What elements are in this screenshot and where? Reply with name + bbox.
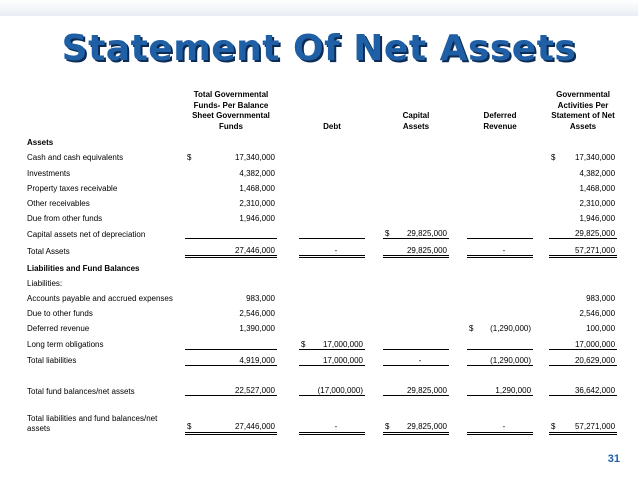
- table-row: [27, 256, 617, 273]
- cell-act: 1,946,000: [579, 214, 616, 224]
- page-number: 31: [607, 453, 620, 465]
- table-row: [27, 380, 617, 396]
- currency-sign: $: [185, 410, 193, 434]
- row-label: Deferred revenue: [27, 324, 90, 334]
- cell-act: 36,642,000: [557, 380, 617, 396]
- cell-debt: (17,000,000): [307, 380, 365, 396]
- cell-act: 1,468,000: [579, 183, 616, 193]
- table-row: [27, 193, 617, 208]
- col-header-activities: Governmental Activities Per Statement of Net Assets: [551, 90, 615, 131]
- cell-gov: 2,546,000: [239, 309, 275, 319]
- cell-debt: 17,000,000: [307, 333, 365, 349]
- cell-act: 17,340,000: [574, 153, 616, 163]
- table-row: [27, 162, 617, 177]
- cell-gov: 1,468,000: [239, 183, 275, 193]
- cell-act: 20,629,000: [557, 349, 617, 365]
- cell-gov: 4,382,000: [239, 168, 275, 178]
- row-label: Cash and cash equivalents: [27, 153, 124, 163]
- currency-sign: $: [551, 153, 556, 163]
- row-label: Accounts payable and accrued expenses: [27, 294, 173, 304]
- table-row: [27, 288, 617, 303]
- cell-cap: 29,825,000: [391, 239, 449, 256]
- table-row: [27, 223, 617, 239]
- liabilities-heading: Liabilities and Fund Balances: [27, 263, 140, 273]
- row-label: Investments: [27, 168, 71, 178]
- cell-gov: 27,446,000: [193, 410, 277, 434]
- cell-cap: 29,825,000: [391, 410, 449, 434]
- cell-act: 2,546,000: [579, 309, 616, 319]
- row-label: Capital assets net of depreciation: [27, 229, 146, 239]
- cell-act: 2,310,000: [579, 198, 616, 208]
- table-row: [27, 333, 617, 349]
- table-row: [27, 147, 617, 162]
- header-row: [27, 86, 617, 132]
- net-assets-table: [27, 86, 616, 435]
- page-title: Statement Of Net Assets: [61, 28, 577, 69]
- currency-sign: $: [549, 410, 557, 434]
- table-row: [27, 273, 617, 288]
- row-label: Total liabilities: [27, 356, 77, 366]
- table-row: [27, 349, 617, 365]
- table-row: [27, 208, 617, 223]
- cell-gov: 22,527,000: [193, 380, 277, 396]
- cell-def: 1,290,000: [475, 380, 533, 396]
- table-row: [27, 410, 617, 434]
- table-row: [27, 239, 617, 256]
- cell-cap: 29,825,000: [391, 380, 449, 396]
- row-label: Total liabilities and fund balances/net assets: [27, 413, 158, 433]
- cell-act: 17,000,000: [557, 333, 617, 349]
- assets-heading: Assets: [27, 138, 54, 148]
- currency-sign: $: [299, 333, 307, 349]
- top-band: [0, 0, 638, 16]
- cell-gov: 2,310,000: [239, 198, 275, 208]
- row-label: Property taxes receivable: [27, 183, 118, 193]
- cell-debt: -: [307, 239, 365, 256]
- cell-act: 29,825,000: [557, 223, 617, 239]
- col-header-total-governmental: Total Governmental Funds- Per Balance Sheet Governmental Funds: [192, 90, 270, 131]
- currency-sign: $: [383, 410, 391, 434]
- row-label: Due from other funds: [27, 214, 103, 224]
- cell-act: 4,382,000: [579, 168, 616, 178]
- cell-act: 57,271,000: [557, 410, 617, 434]
- row-label: Due to other funds: [27, 309, 93, 319]
- cell-def: -: [475, 239, 533, 256]
- currency-sign: $: [383, 223, 391, 239]
- cell-def: (1,290,000): [475, 349, 533, 365]
- cell-act: 983,000: [586, 294, 616, 304]
- row-label: Long term obligations: [27, 340, 104, 350]
- cell-def: (1,290,000): [490, 324, 532, 334]
- cell-gov: 4,919,000: [193, 349, 277, 365]
- liabilities-subheading: Liabilities:: [27, 278, 63, 288]
- cell-cap: -: [391, 349, 449, 365]
- row-label: Other receivables: [27, 198, 90, 208]
- table-row: [27, 318, 617, 333]
- cell-debt: 17,000,000: [307, 349, 365, 365]
- cell-gov: 27,446,000: [193, 239, 277, 256]
- cell-act: 57,271,000: [557, 239, 617, 256]
- cell-gov: 17,340,000: [234, 153, 275, 163]
- cell-gov: 1,946,000: [239, 214, 275, 224]
- table-row: [27, 132, 617, 147]
- table-row: [27, 303, 617, 318]
- col-header-debt: Debt: [323, 121, 341, 131]
- table-row: [27, 178, 617, 193]
- cell-gov: 1,390,000: [239, 324, 275, 334]
- row-label: Total Assets: [27, 247, 70, 256]
- col-header-capital-assets: Capital Assets: [402, 111, 430, 131]
- col-header-deferred-revenue: Deferred Revenue: [483, 111, 517, 131]
- cell-def: -: [475, 410, 533, 434]
- cell-cap: 29,825,000: [391, 223, 449, 239]
- row-label: Total fund balances/net assets: [27, 386, 135, 396]
- cell-debt: -: [307, 410, 365, 434]
- currency-sign: $: [469, 324, 474, 334]
- cell-gov: 983,000: [246, 294, 275, 304]
- cell-act: 100,000: [586, 324, 616, 334]
- currency-sign: $: [187, 153, 192, 163]
